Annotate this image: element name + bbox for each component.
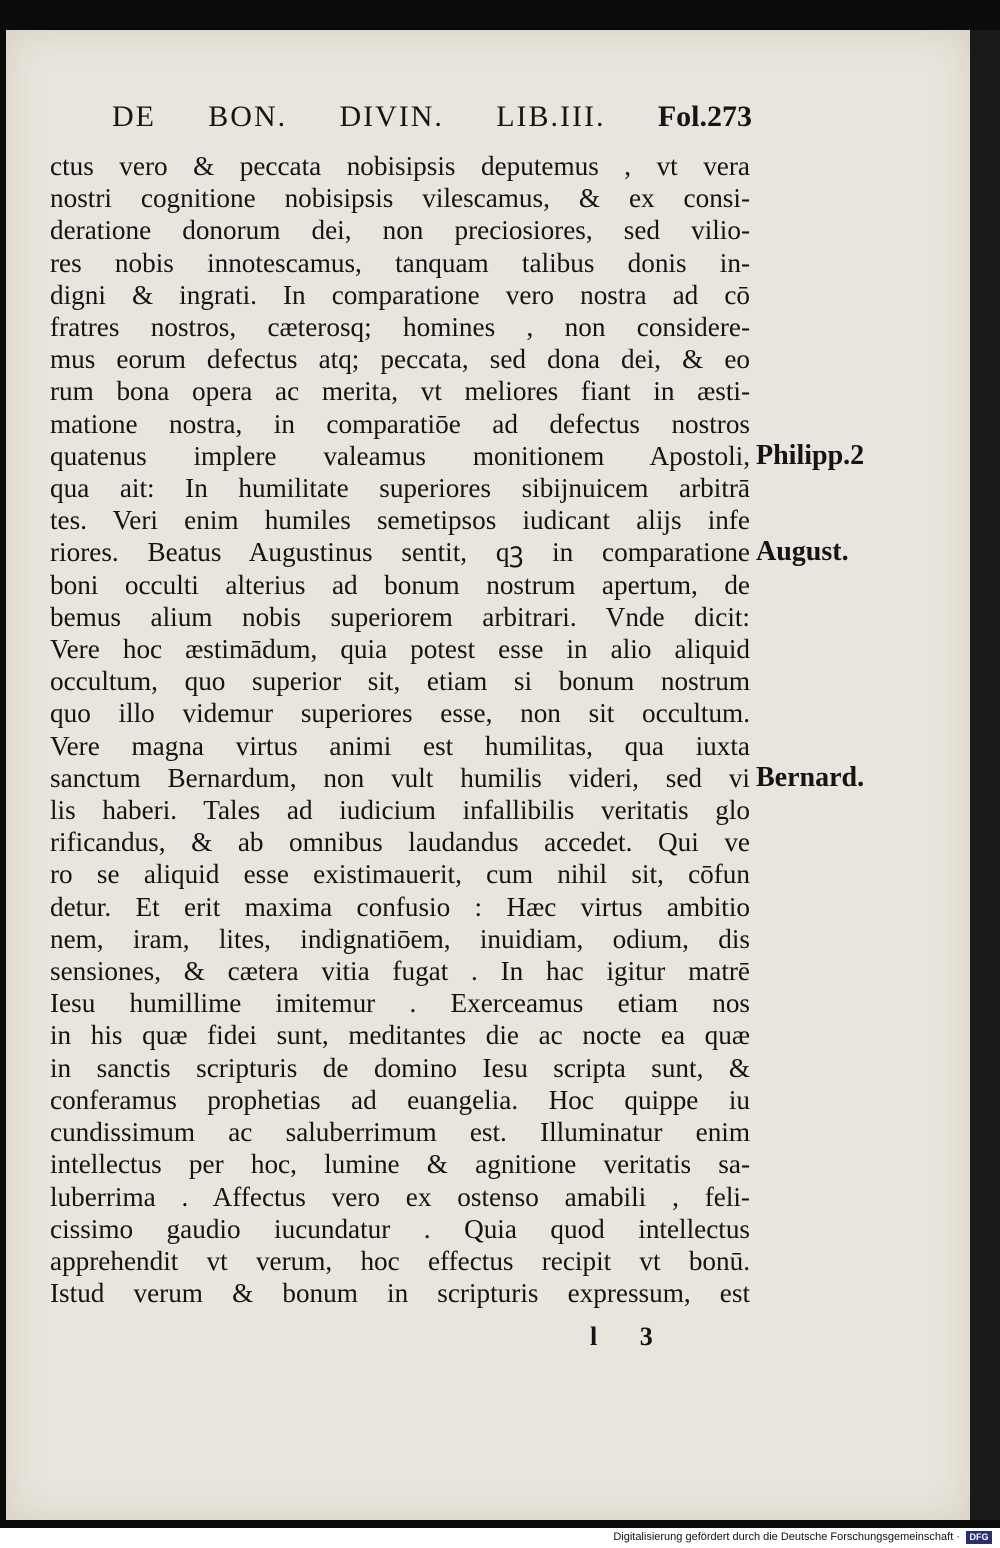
text-line: boni occulti alterius ad bonum nostrum apertum, de <box>50 569 750 600</box>
text-line: cissimo gaudio iucundatur . Quia quod intellectus <box>50 1213 750 1244</box>
text-line: riores. Beatus Augustinus sentit, qꝫ in comparatione <box>50 537 750 568</box>
text-line: rificandus, & ab omnibus laudandus accedet. Qui ve <box>50 827 750 858</box>
margin-note: Philipp.2 <box>756 439 865 471</box>
footer-credit: Digitalisierung gefördert durch die Deutsche Forschungsgemeinschaft · <box>613 1531 960 1543</box>
text-line: rum bona opera ac merita, vt meliores fiant in æsti- <box>50 376 750 407</box>
body-text <box>50 150 750 1309</box>
text-line: nostri cognitione nobisipsis vilescamus, & ex consi- <box>50 183 750 214</box>
text-line: in sanctis scripturis de domino Iesu scripta sunt, & <box>50 1052 750 1083</box>
scan-border <box>970 30 1000 1520</box>
text-line: cundissimum ac saluberrimum est. Illuminatur enim <box>50 1117 750 1148</box>
text-line: apprehendit vt verum, hoc effectus recipit vt bonū. <box>50 1245 750 1276</box>
running-head-part: BON. <box>208 100 288 133</box>
margin-note: August. <box>756 536 849 568</box>
text-line: deratione donorum dei, non preciosiores, sed vilio- <box>50 215 750 246</box>
text-line: mus eorum defectus atq; peccata, sed dona dei, & eo <box>50 344 750 375</box>
text-line: Vere magna virtus animi est humilitas, qua iuxta <box>50 730 750 761</box>
dfg-logo: DFG <box>966 1531 992 1544</box>
text-line: nem, iram, lites, indignatiōem, inuidiam, odium, dis <box>50 923 750 954</box>
text-line: bemus alium nobis superiorem arbitrari. Vnde dicit: <box>50 601 750 632</box>
running-head-part: DE <box>112 100 156 133</box>
text-line: Istud verum & bonum in scripturis expressum, est <box>50 1278 750 1309</box>
text-line: Vere hoc æstimādum, quia potest esse in alio aliquid <box>50 634 750 665</box>
text-line: ro se aliquid esse existimauerit, cum nihil sit, cōfun <box>50 859 750 890</box>
text-line: sanctum Bernardum, non vult humilis videri, sed vi <box>50 762 750 793</box>
text-line: res nobis innotescamus, tanquam talibus donis in- <box>50 247 750 278</box>
signature-mark: l 3 <box>590 1322 671 1351</box>
text-line: luberrima . Affectus vero ex ostenso amabili , feli- <box>50 1181 750 1212</box>
text-line: in his quæ fidei sunt, meditantes die ac nocte ea quæ <box>50 1020 750 1051</box>
text-line: ctus vero & peccata nobisipsis deputemus , vt vera <box>50 151 750 181</box>
text-line: quo illo videmur superiores esse, non sit occultum. <box>50 698 750 729</box>
text-line: digni & ingrati. In comparatione vero nostra ad cō <box>50 279 750 310</box>
text-line: tes. Veri enim humiles semetipsos iudicant alijs infe <box>50 505 750 536</box>
running-head-part: DIVIN. <box>339 100 444 133</box>
text-line: intellectus per hoc, lumine & agnitione veritatis sa- <box>50 1149 750 1180</box>
text-line: matione nostra, in comparatiōe ad defectus nostros <box>50 408 750 439</box>
text-line: occultum, quo superior sit, etiam si bonum nostrum <box>50 666 750 697</box>
running-head-part: LIB.III. <box>496 100 606 133</box>
text-line: sensiones, & cætera vitia fugat . In hac igitur matrē <box>50 956 750 987</box>
text-line: detur. Et erit maxima confusio : Hæc virtus ambitio <box>50 891 750 922</box>
margin-note: Bernard. <box>756 761 865 793</box>
text-line: conferamus prophetias ad euangelia. Hoc quippe iu <box>50 1084 750 1115</box>
text-line: lis haberi. Tales ad iudicium infallibilis veritatis glo <box>50 795 750 826</box>
text-line: quatenus implere valeamus monitionem Apostoli, <box>50 440 750 471</box>
text-line: fratres nostros, cæterosq; homines , non considere- <box>50 312 750 343</box>
folio-number: Fol.273 <box>657 100 752 133</box>
text-line: qua ait: In humilitate superiores sibijnuicem arbitrā <box>50 473 750 504</box>
running-head <box>112 100 752 134</box>
text-line: Iesu humillime imitemur . Exerceamus etiam nos <box>50 988 750 1019</box>
